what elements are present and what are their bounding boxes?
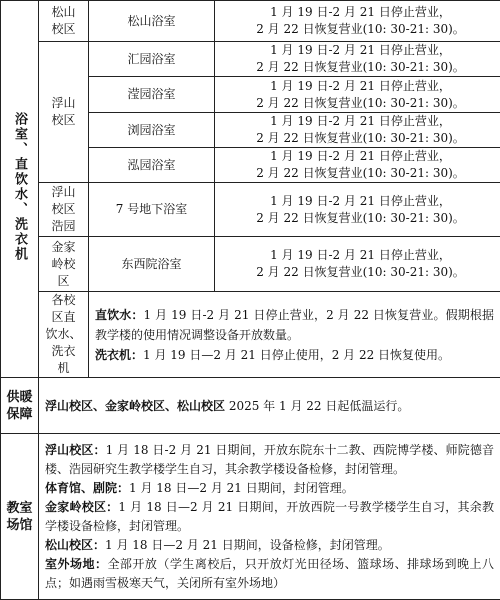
schedule-line2: 2 月 22 日恢复营业(10: 30-21: 30)。 bbox=[221, 210, 500, 227]
item-label: 松山校区： bbox=[45, 538, 105, 552]
schedule-cell bbox=[215, 148, 500, 183]
item-label: 浮山校区： bbox=[45, 443, 106, 457]
item-text: 1 月 18 日-2 月 21 日期间，开放东院东十二教、西院博学楼、师院德音楼、浩园研究生教学楼学生自习，其余教学楼设备检修，封闭管理。 bbox=[45, 443, 494, 476]
water-laundry-cell bbox=[89, 292, 500, 378]
schedule-line2: 2 月 22 日恢复营业(10: 30-21: 30)。 bbox=[221, 95, 500, 112]
schedule-line1: 1 月 19 日-2 月 21 日停止营业， bbox=[221, 4, 500, 21]
campus-cell: 各校 区直 饮水、 洗衣 机 bbox=[39, 292, 89, 378]
heating-text: 2025 年 1 月 22 日起低温运行。 bbox=[225, 399, 409, 413]
schedule-cell bbox=[215, 42, 500, 77]
classroom-item bbox=[45, 441, 494, 479]
classroom-item bbox=[45, 498, 494, 536]
heating-label: 浮山校区、金家岭校区、松山校区 bbox=[45, 399, 225, 413]
schedule-line1: 1 月 19 日-2 月 21 日停止营业， bbox=[221, 247, 500, 264]
table-row bbox=[1, 292, 500, 378]
schedule-line2: 2 月 22 日恢复营业(10: 30-21: 30)。 bbox=[221, 165, 500, 182]
bath-name: 7 号地下浴室 bbox=[89, 183, 215, 237]
classroom-category: 教室 场馆 bbox=[1, 434, 39, 600]
heating-cell bbox=[39, 378, 500, 434]
campus-cell: 浮山 校区 浩园 bbox=[39, 183, 89, 237]
bath-name: 泓园浴室 bbox=[89, 148, 215, 183]
schedule-line1: 1 月 19 日-2 月 21 日停止营业， bbox=[221, 148, 500, 165]
campus-cell: 金家 岭校 区 bbox=[39, 237, 89, 292]
item-label: 金家岭校区： bbox=[45, 500, 118, 514]
schedule-line1: 1 月 19 日-2 月 21 日停止营业， bbox=[221, 78, 500, 95]
bath-name: 浏园浴室 bbox=[89, 113, 215, 148]
table-row bbox=[1, 434, 500, 600]
table-row bbox=[1, 1, 500, 42]
schedule-line2: 2 月 22 日恢复营业(10: 30-21: 30)。 bbox=[221, 21, 500, 38]
laundry-text: 1 月 19 日—2 月 21 日停止使用，2 月 22 日恢复使用。 bbox=[143, 348, 450, 362]
bath-name: 东西院浴室 bbox=[89, 237, 215, 292]
bath-name: 滢园浴室 bbox=[89, 77, 215, 113]
schedule-line1: 1 月 19 日-2 月 21 日停止营业， bbox=[221, 113, 500, 130]
water-label: 直饮水： bbox=[95, 308, 144, 322]
item-text: 1 月 18 日—2 月 21 日期间，设备检修，封闭管理。 bbox=[105, 538, 390, 552]
classroom-item bbox=[45, 479, 494, 498]
classroom-item bbox=[45, 536, 494, 555]
laundry-label: 洗衣机： bbox=[95, 348, 143, 362]
schedule-line2: 2 月 22 日恢复营业(10: 30-21: 30)。 bbox=[221, 130, 500, 147]
item-label: 体育馆、剧院： bbox=[45, 481, 129, 495]
campus-cell: 浮山 校区 bbox=[39, 42, 89, 183]
water-text: 1 月 19 日-2 月 21 日停止营业，2 月 22 日恢复营业。假期根据教学楼的使用情况调整设备开放数量。 bbox=[95, 308, 494, 342]
item-text: 1 月 18 日—2 月 21 日期间，封闭管理。 bbox=[129, 481, 354, 495]
table-row bbox=[1, 42, 500, 77]
table-row bbox=[1, 183, 500, 237]
bath-category-cell bbox=[1, 1, 39, 378]
schedule-line1: 1 月 19 日-2 月 21 日停止营业， bbox=[221, 42, 500, 59]
schedule-line1: 1 月 19 日-2 月 21 日停止营业， bbox=[221, 193, 500, 210]
schedule-cell bbox=[215, 237, 500, 292]
schedule-line2: 2 月 22 日恢复营业(10: 30-21: 30)。 bbox=[221, 264, 500, 281]
item-text: 1 月 18 日—2 月 21 日期间，开放西院一号教学楼学生自习，其余教学楼设备检修，封闭管理。 bbox=[45, 500, 494, 533]
bath-name: 松山浴室 bbox=[89, 1, 215, 42]
schedule-line2: 2 月 22 日恢复营业(10: 30-21: 30)。 bbox=[221, 59, 500, 76]
classroom-cell bbox=[39, 434, 500, 600]
item-text: 全部开放（学生离校后，只开放灯光田径场、篮球场、排球场到晚上八点；如遇雨雪极寒天气，关闭所有室外场地） bbox=[45, 557, 494, 590]
item-label: 室外场地： bbox=[45, 557, 107, 571]
table-row bbox=[1, 378, 500, 434]
schedule-cell bbox=[215, 113, 500, 148]
table-row bbox=[1, 237, 500, 292]
bath-category: 浴室、直饮水、洗衣机 bbox=[11, 112, 28, 262]
schedule-cell bbox=[215, 77, 500, 113]
schedule-cell bbox=[215, 1, 500, 42]
classroom-item bbox=[45, 555, 494, 593]
campus-cell: 松山 校区 bbox=[39, 1, 89, 42]
heating-category: 供暖 保障 bbox=[1, 378, 39, 434]
schedule-cell bbox=[215, 183, 500, 237]
bath-name: 汇园浴室 bbox=[89, 42, 215, 77]
